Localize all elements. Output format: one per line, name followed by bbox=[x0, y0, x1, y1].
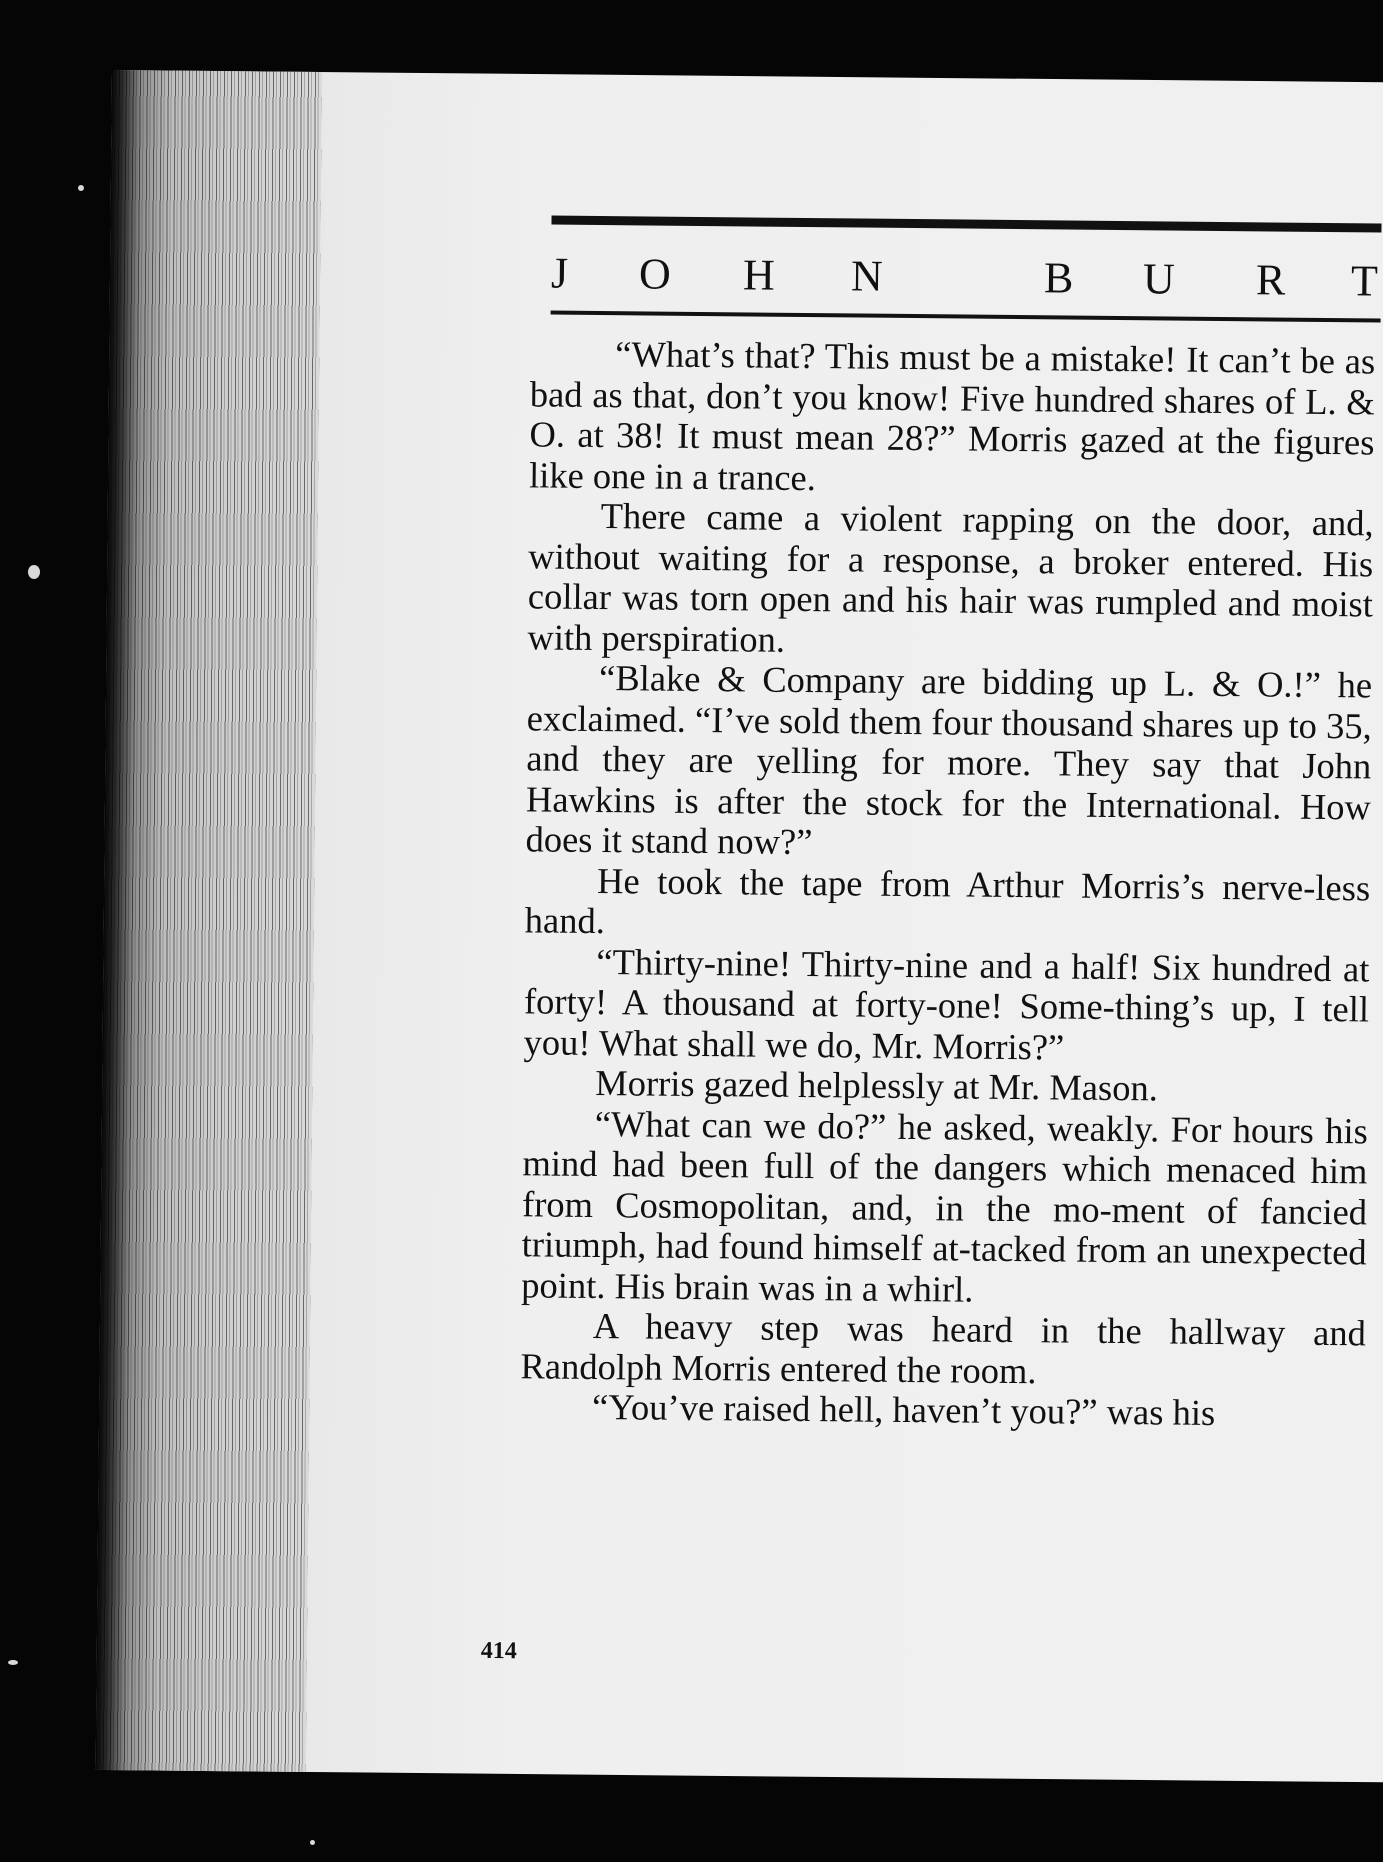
paragraph: “What’s that? This must be a mistake! It can’t be as bad as that, don’t you know! Five hundred shares of L. & O. at 38! It must mean 28?” Morris gazed at the figures like one in a trance. bbox=[528, 333, 1376, 498]
paragraph: He took the tape from Arthur Morris’s nerve-less hand. bbox=[524, 859, 1371, 942]
paragraph: “Blake & Company are bidding up L. & O.!” he exclaimed. “I’ve sold them four thousand shares up to 35, and they are yelling for more. They say that John Hawkins is after the stock for the International. How does it stand now?” bbox=[525, 657, 1373, 863]
running-head-letter: J bbox=[550, 248, 569, 298]
running-head-letter: T bbox=[1350, 256, 1379, 306]
running-head-letter: B bbox=[1043, 253, 1074, 303]
running-head-letter: O bbox=[638, 249, 672, 299]
running-head-letter: H bbox=[742, 250, 776, 300]
paragraph: “You’ve raised hell, haven’t you?” was his bbox=[591, 1385, 1216, 1433]
header-rule-top bbox=[551, 216, 1381, 233]
body-text bbox=[520, 333, 1375, 1435]
running-head-letter: U bbox=[1142, 254, 1175, 304]
running-head bbox=[551, 239, 1383, 317]
running-head-letter: N bbox=[850, 251, 884, 301]
running-head-letter: R bbox=[1255, 255, 1286, 305]
paragraph: A heavy step was heard in the hallway and Randolph Morris entered the room. bbox=[520, 1304, 1367, 1391]
paragraph: Morris gazed helplessly at Mr. Mason. bbox=[595, 1062, 1159, 1109]
paragraph: “Thirty-nine! Thirty-nine and a half! Six hundred at forty! A thousand at forty-one! Some-thing’s up, I tell you! What shall we do, Mr. Morris?” bbox=[523, 940, 1370, 1068]
paragraph: There came a violent rapping on the door, and, without waiting for a response, a broker entered. His collar was torn open and his hair was rumpled and moist with perspiration. bbox=[527, 495, 1374, 660]
page-number: 414 bbox=[480, 1637, 517, 1665]
paragraph: “What can we do?” he asked, weakly. For hours his mind had been full of the dangers which menaced him from Cosmopolitan, and, in the mo-ment of fancied triumph, had found himself at-tacked from an unexpected point. His brain was in a whirl. bbox=[521, 1102, 1369, 1310]
